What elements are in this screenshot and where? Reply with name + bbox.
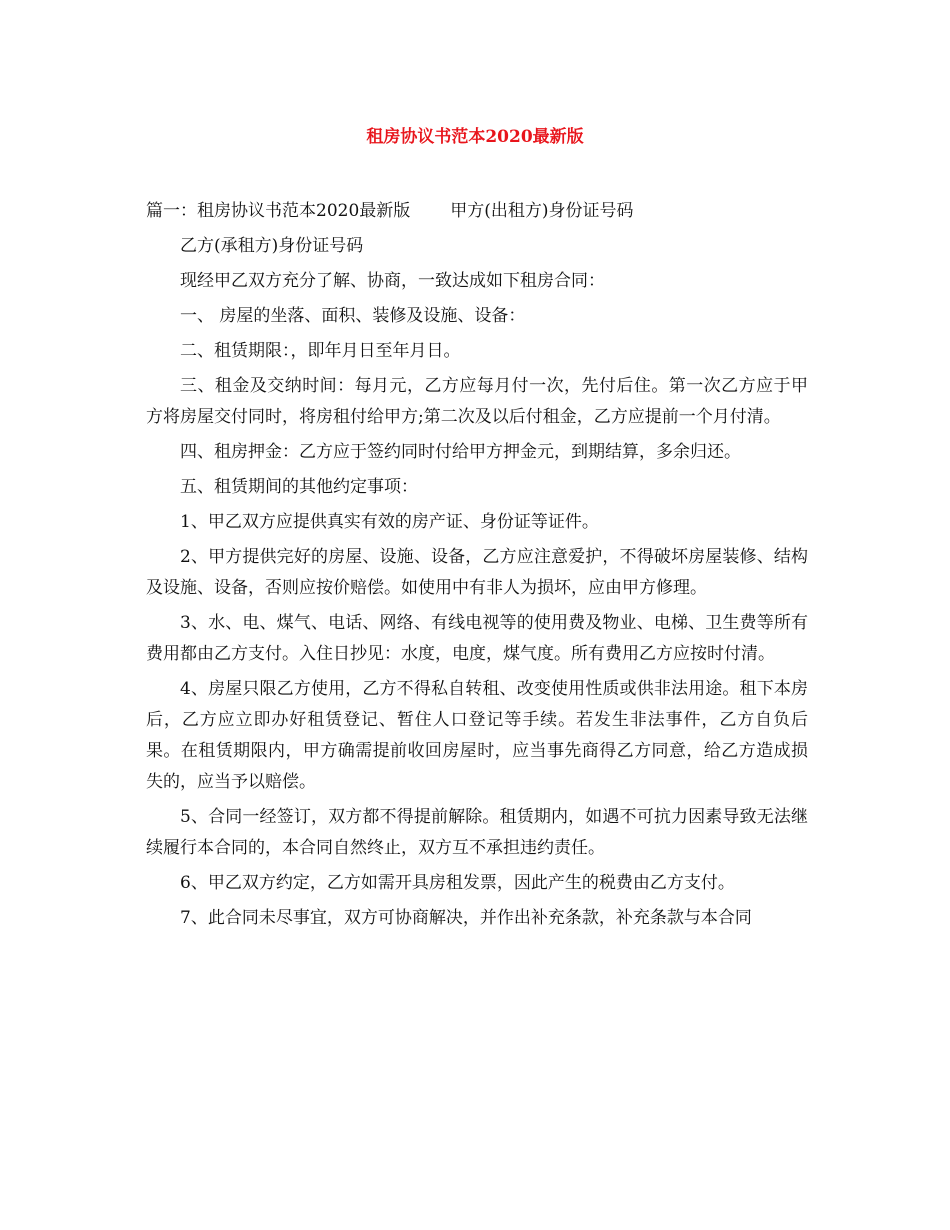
paragraph: 4、房屋只限乙方使用，乙方不得私自转租、改变使用性质或供非法用途。租下本房后，乙方应立即办好租赁登记、暂住人口登记等手续。若发生非法事件，乙方自负后果。在租赁期限内，甲方确需提前收回房屋时，应当事先商得乙方同意，给乙方造成损失的，应当予以赔偿。 — [146, 679, 808, 792]
paragraph: 四、租房押金：乙方应于签约同时付给甲方押金元，到期结算，多余归还。 — [180, 442, 741, 462]
document-body — [146, 196, 808, 938]
paragraph: 二、租赁期限：，即年月日至年月日。 — [180, 341, 461, 361]
paragraph: 现经甲乙双方充分了解、协商，一致达成如下租房合同： — [180, 271, 605, 291]
paragraph: 2、甲方提供完好的房屋、设施、设备，乙方应注意爱护，不得破坏房屋装修、结构及设施、设备，否则应按价赔偿。如使用中有非人为损坏，应由甲方修理。 — [146, 547, 808, 598]
paragraph: 7、此合同未尽事宜，双方可协商解决，并作出补充条款，补充条款与本合同 — [180, 908, 752, 928]
paragraph: 五、租赁期间的其他约定事项： — [180, 477, 418, 497]
first-line — [146, 196, 808, 227]
paragraph: 6、甲乙双方约定，乙方如需开具房租发票，因此产生的税费由乙方支付。 — [180, 873, 735, 893]
section-heading: 篇一：租房协议书范本2020最新版 — [146, 201, 411, 221]
paragraph: 三、租金及交纳时间：每月元，乙方应每月付一次，先付后住。第一次乙方应于甲方将房屋交付同时，将房租付给甲方;第二次及以后付租金，乙方应提前一个月付清。 — [146, 376, 808, 427]
paragraph: 一、 房屋的坐落、面积、装修及设施、设备： — [180, 306, 526, 326]
paragraph: 5、合同一经签订，双方都不得提前解除。租赁期内，如遇不可抗力因素导致无法继续履行本合同的，本合同自然终止，双方互不承担违约责任。 — [146, 807, 808, 858]
paragraph: 1、甲乙双方应提供真实有效的房产证、身份证等证件。 — [180, 512, 599, 532]
document-title: 租房协议书范本2020最新版 — [366, 127, 584, 147]
paragraph: 3、水、电、煤气、电话、网络、有线电视等的使用费及物业、电梯、卫生费等所有费用都由乙方支付。入住日抄见：水度，电度，煤气度。所有费用乙方应按时付清。 — [146, 613, 808, 664]
party-a-id-label: 甲方(出租方)身份证号码 — [450, 201, 634, 221]
paragraph: 乙方(承租方)身份证号码 — [180, 236, 364, 256]
